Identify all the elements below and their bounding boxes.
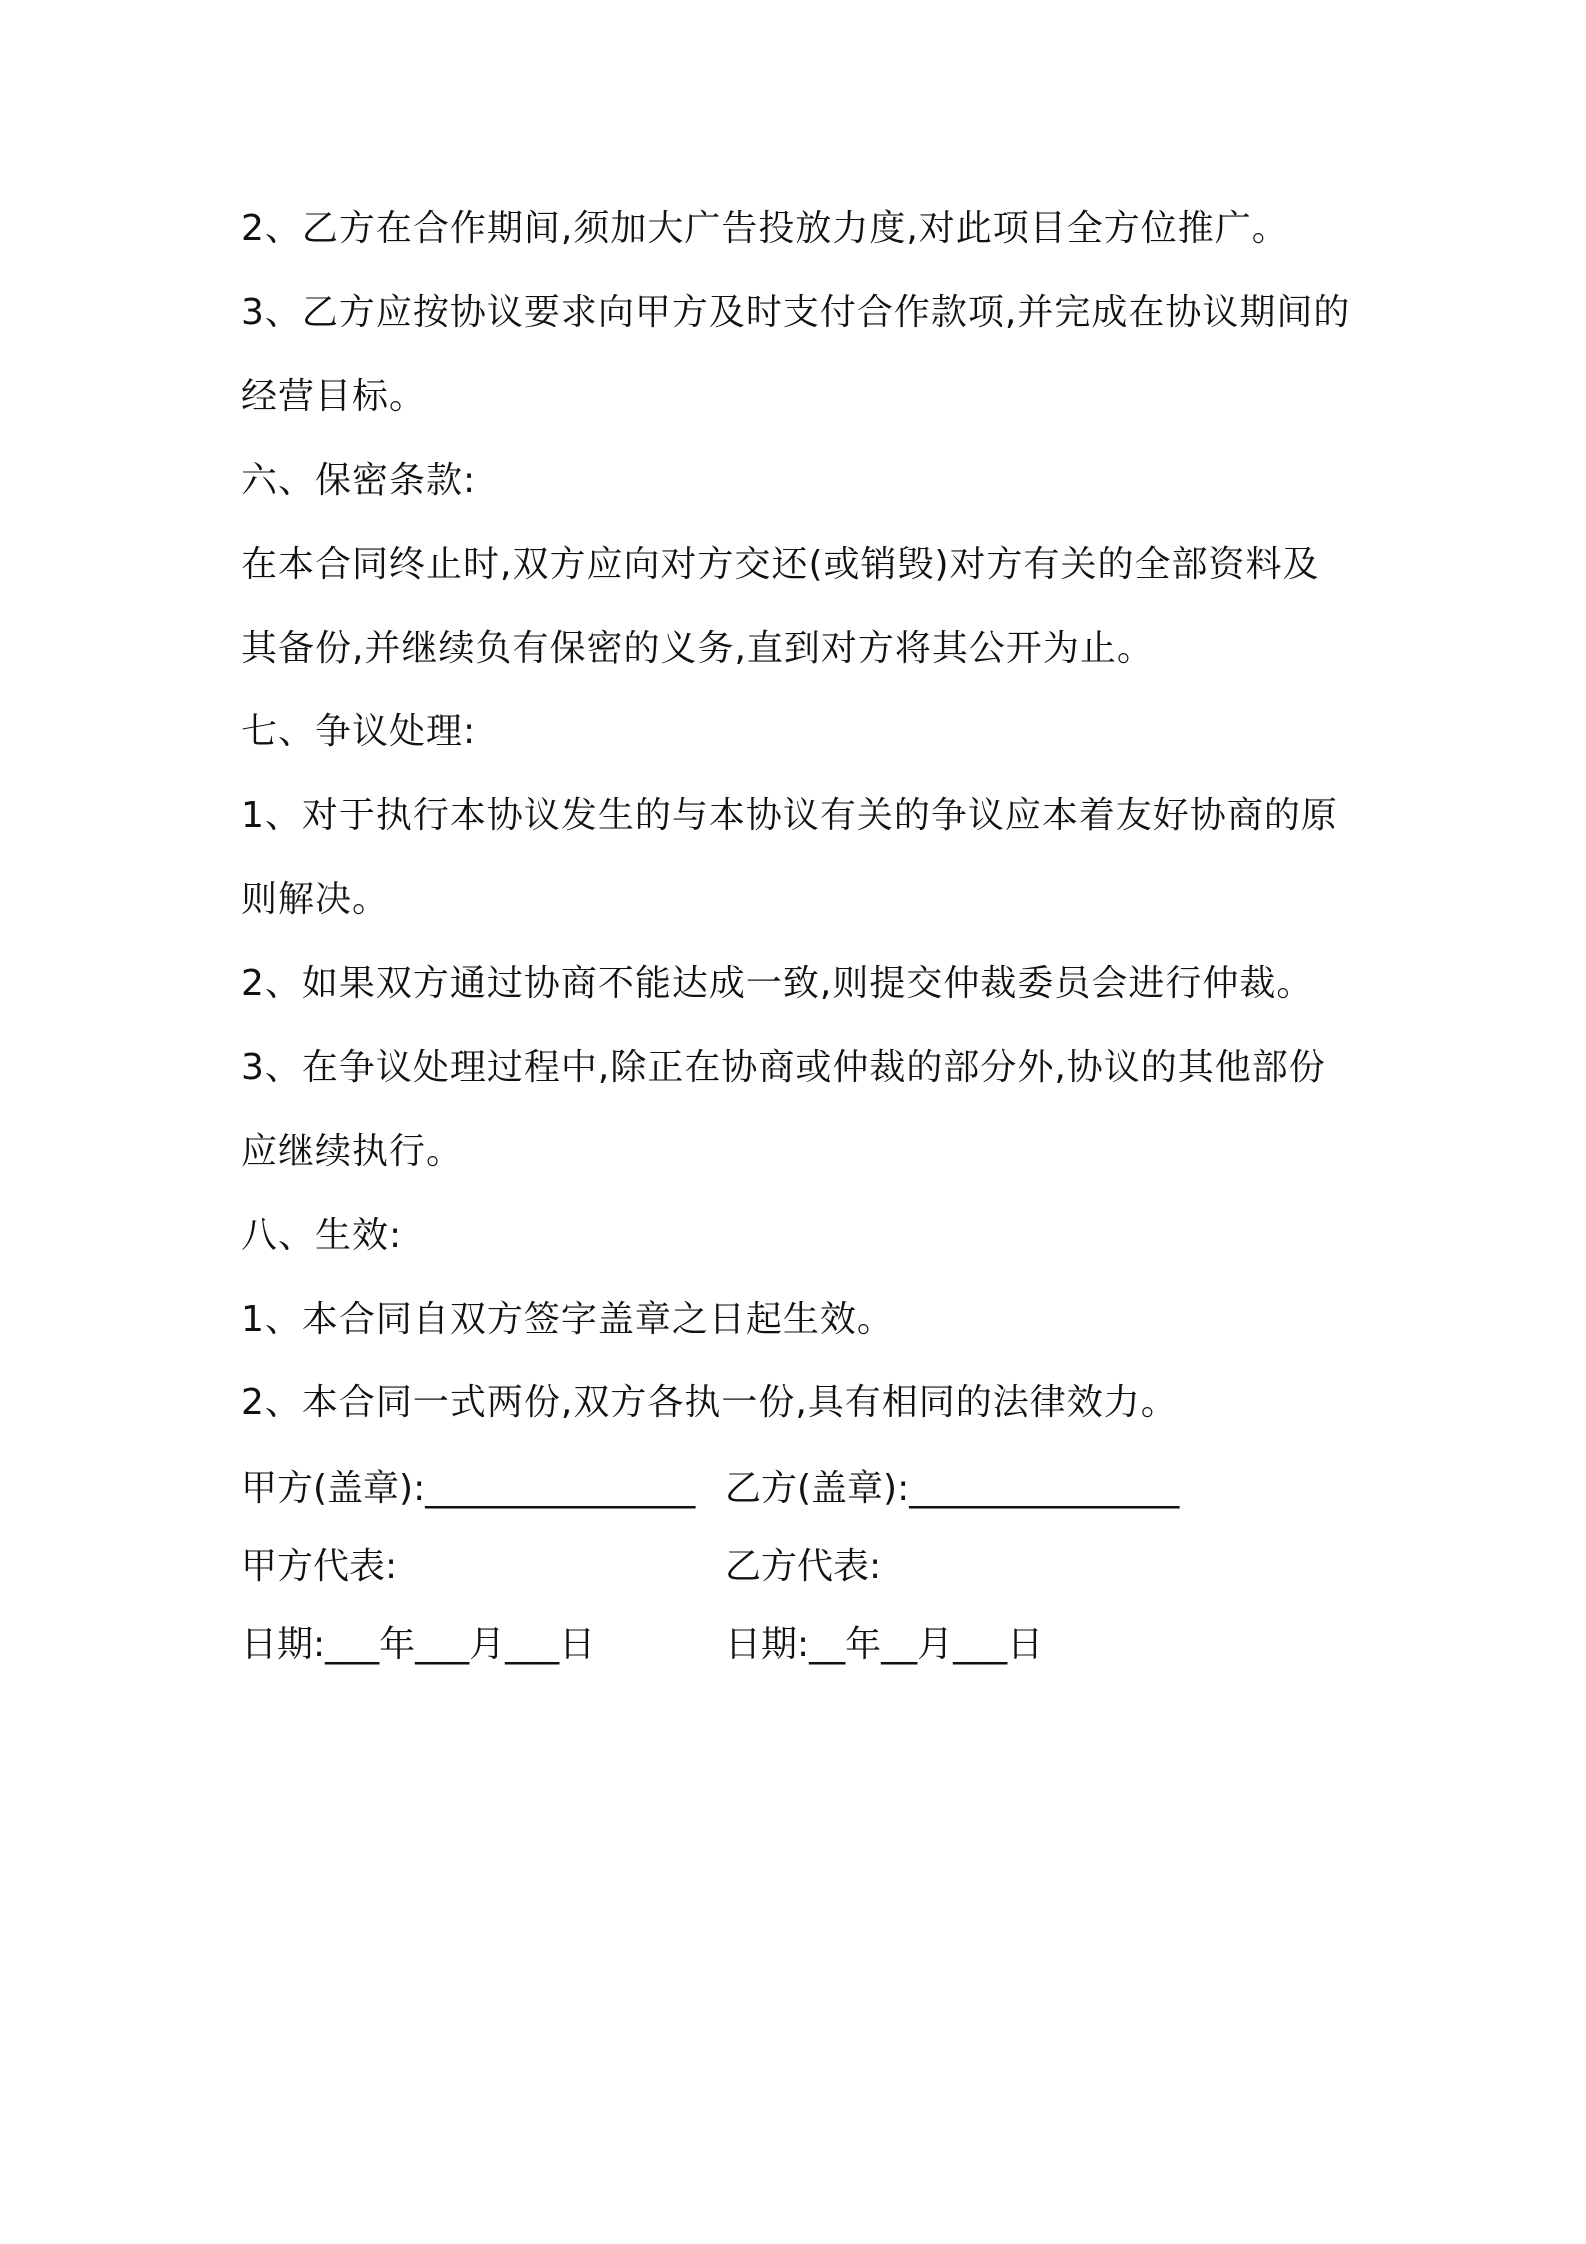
clause-7-3: 3、在争议处理过程中,除正在协商或仲裁的部分外,协议的其他部份 (241, 1047, 1326, 1088)
section-heading-effect: 八、生效: (241, 1215, 403, 1256)
clause-5-3-cont: 经营目标。 (241, 376, 427, 417)
party-a-date: 日期:___年___月___日 (241, 1624, 596, 1665)
party-a-representative: 甲方代表: (241, 1546, 398, 1587)
party-b-date: 日期:__年__月___日 (725, 1624, 1044, 1665)
clause-5-2: 2、乙方在合作期间,须加大广告投放力度,对此项目全方位推广。 (241, 208, 1289, 249)
party-b-representative: 乙方代表: (725, 1546, 882, 1587)
confidentiality-text-cont: 其备份,并继续负有保密的义务,直到对方将其公开为止。 (241, 628, 1154, 669)
section-heading-dispute: 七、争议处理: (241, 711, 477, 752)
clause-7-3-cont: 应继续执行。 (241, 1131, 464, 1172)
confidentiality-text: 在本合同终止时,双方应向对方交还(或销毁)对方有关的全部资料及 (241, 544, 1320, 585)
clause-8-1: 1、本合同自双方签字盖章之日起生效。 (241, 1299, 894, 1340)
clause-7-1-cont: 则解决。 (241, 879, 390, 920)
section-heading-confidentiality: 六、保密条款: (241, 460, 477, 501)
clause-8-2: 2、本合同一式两份,双方各执一份,具有相同的法律效力。 (241, 1382, 1178, 1423)
clause-5-3: 3、乙方应按协议要求向甲方及时支付合作款项,并完成在协议期间的 (241, 292, 1351, 333)
clause-7-2: 2、如果双方通过协商不能达成一致,则提交仲裁委员会进行仲裁。 (241, 963, 1314, 1004)
clause-7-1: 1、对于执行本协议发生的与本协议有关的争议应本着友好协商的原 (241, 795, 1338, 836)
party-b-seal-field: 乙方(盖章):_______________ (725, 1468, 1180, 1509)
party-a-seal-field: 甲方(盖章):_______________ (241, 1468, 696, 1509)
